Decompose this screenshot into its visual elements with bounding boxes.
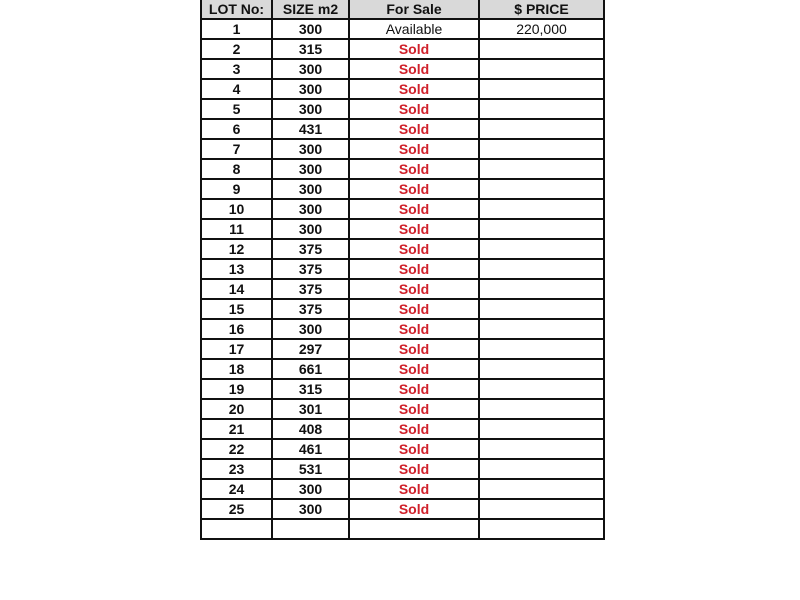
lot-size-cell: 375	[272, 279, 349, 299]
sale-status-cell: Sold	[349, 339, 479, 359]
table-row	[201, 439, 604, 459]
lot-number-cell: 15	[201, 299, 272, 319]
lot-number-cell: 17	[201, 339, 272, 359]
lot-number-cell: 1	[201, 19, 272, 39]
sale-status-cell: Sold	[349, 79, 479, 99]
sale-status-cell: Sold	[349, 59, 479, 79]
lot-number-cell: 19	[201, 379, 272, 399]
lot-size-cell: 300	[272, 19, 349, 39]
sale-status-cell: Sold	[349, 119, 479, 139]
lot-number-cell: 25	[201, 499, 272, 519]
table-header-row	[201, 0, 604, 19]
table-body	[201, 19, 604, 539]
sale-status-cell: Sold	[349, 319, 479, 339]
sale-status-cell: Sold	[349, 99, 479, 119]
lot-number-cell: 11	[201, 219, 272, 239]
table-row	[201, 179, 604, 199]
sale-status-cell: Sold	[349, 139, 479, 159]
lot-number-cell: 6	[201, 119, 272, 139]
table-row	[201, 159, 604, 179]
lot-size-cell: 408	[272, 419, 349, 439]
table-row	[201, 39, 604, 59]
table-row	[201, 259, 604, 279]
price-cell	[479, 479, 604, 499]
sale-status-cell: Sold	[349, 359, 479, 379]
table-row	[201, 479, 604, 499]
price-cell	[479, 299, 604, 319]
table-row	[201, 279, 604, 299]
price-cell	[479, 219, 604, 239]
table-row	[201, 499, 604, 519]
lot-number-cell: 3	[201, 59, 272, 79]
price-cell	[479, 99, 604, 119]
price-cell	[479, 259, 604, 279]
table-row	[201, 299, 604, 319]
lot-size-cell: 300	[272, 199, 349, 219]
price-cell	[479, 139, 604, 159]
price-cell	[479, 359, 604, 379]
lot-number-cell: 24	[201, 479, 272, 499]
price-cell	[479, 499, 604, 519]
table-row	[201, 339, 604, 359]
lot-size-cell: 300	[272, 479, 349, 499]
sale-status-cell: Sold	[349, 499, 479, 519]
lot-size-cell: 300	[272, 99, 349, 119]
lot-size-cell	[272, 519, 349, 539]
table-row	[201, 19, 604, 39]
price-cell	[479, 59, 604, 79]
sale-status-cell: Sold	[349, 199, 479, 219]
sale-status-cell: Sold	[349, 459, 479, 479]
lot-number-cell: 16	[201, 319, 272, 339]
sale-status-cell: Sold	[349, 39, 479, 59]
sale-status-cell: Sold	[349, 399, 479, 419]
sale-status-cell: Sold	[349, 259, 479, 279]
lot-size-cell: 300	[272, 159, 349, 179]
lot-size-cell: 300	[272, 219, 349, 239]
sale-status-cell	[349, 519, 479, 539]
table-row	[201, 419, 604, 439]
price-cell: 220,000	[479, 19, 604, 39]
header-for-sale: For Sale	[349, 0, 479, 19]
lot-size-cell: 461	[272, 439, 349, 459]
lot-size-cell: 315	[272, 39, 349, 59]
sale-status-cell: Sold	[349, 439, 479, 459]
lot-size-cell: 300	[272, 139, 349, 159]
price-cell	[479, 319, 604, 339]
sale-status-cell: Sold	[349, 379, 479, 399]
price-cell	[479, 519, 604, 539]
table-row	[201, 199, 604, 219]
lot-number-cell: 14	[201, 279, 272, 299]
price-cell	[479, 39, 604, 59]
lot-size-cell: 297	[272, 339, 349, 359]
table-row	[201, 119, 604, 139]
lot-number-cell: 8	[201, 159, 272, 179]
lot-size-cell: 300	[272, 319, 349, 339]
price-cell	[479, 119, 604, 139]
lot-number-cell: 22	[201, 439, 272, 459]
table-row	[201, 99, 604, 119]
sale-status-cell: Sold	[349, 419, 479, 439]
price-cell	[479, 399, 604, 419]
price-cell	[479, 339, 604, 359]
lot-size-cell: 661	[272, 359, 349, 379]
price-cell	[479, 439, 604, 459]
lot-size-cell: 300	[272, 59, 349, 79]
price-cell	[479, 239, 604, 259]
table-row	[201, 239, 604, 259]
sale-status-cell: Sold	[349, 179, 479, 199]
lot-size-cell: 531	[272, 459, 349, 479]
lot-number-cell: 21	[201, 419, 272, 439]
table-row	[201, 399, 604, 419]
sale-status-cell: Available	[349, 19, 479, 39]
price-cell	[479, 379, 604, 399]
lot-size-cell: 300	[272, 179, 349, 199]
lot-size-cell: 375	[272, 299, 349, 319]
table-row	[201, 519, 604, 539]
sale-status-cell: Sold	[349, 159, 479, 179]
lot-size-cell: 375	[272, 239, 349, 259]
table-row	[201, 219, 604, 239]
header-size: SIZE m2	[272, 0, 349, 19]
price-cell	[479, 279, 604, 299]
sale-status-cell: Sold	[349, 479, 479, 499]
table-row	[201, 79, 604, 99]
header-lot-no: LOT No:	[201, 0, 272, 19]
lot-number-cell: 23	[201, 459, 272, 479]
sale-status-cell: Sold	[349, 279, 479, 299]
table-row	[201, 459, 604, 479]
lot-size-cell: 315	[272, 379, 349, 399]
lot-number-cell: 18	[201, 359, 272, 379]
lot-size-cell: 300	[272, 499, 349, 519]
sale-status-cell: Sold	[349, 239, 479, 259]
price-cell	[479, 459, 604, 479]
sale-status-cell: Sold	[349, 219, 479, 239]
table-row	[201, 319, 604, 339]
table-row	[201, 359, 604, 379]
lot-number-cell: 20	[201, 399, 272, 419]
price-cell	[479, 419, 604, 439]
table-row	[201, 139, 604, 159]
sale-status-cell: Sold	[349, 299, 479, 319]
lot-number-cell: 4	[201, 79, 272, 99]
table-row	[201, 379, 604, 399]
lot-number-cell: 9	[201, 179, 272, 199]
lot-size-cell: 375	[272, 259, 349, 279]
lot-number-cell: 12	[201, 239, 272, 259]
price-cell	[479, 159, 604, 179]
table-row	[201, 59, 604, 79]
lot-number-cell: 2	[201, 39, 272, 59]
header-price: $ PRICE	[479, 0, 604, 19]
lot-size-cell: 300	[272, 79, 349, 99]
lot-price-table	[200, 0, 605, 540]
lot-number-cell: 7	[201, 139, 272, 159]
lot-size-cell: 301	[272, 399, 349, 419]
price-cell	[479, 179, 604, 199]
lot-size-cell: 431	[272, 119, 349, 139]
lot-number-cell: 5	[201, 99, 272, 119]
lot-number-cell: 10	[201, 199, 272, 219]
lot-number-cell	[201, 519, 272, 539]
lot-number-cell: 13	[201, 259, 272, 279]
price-cell	[479, 79, 604, 99]
price-cell	[479, 199, 604, 219]
